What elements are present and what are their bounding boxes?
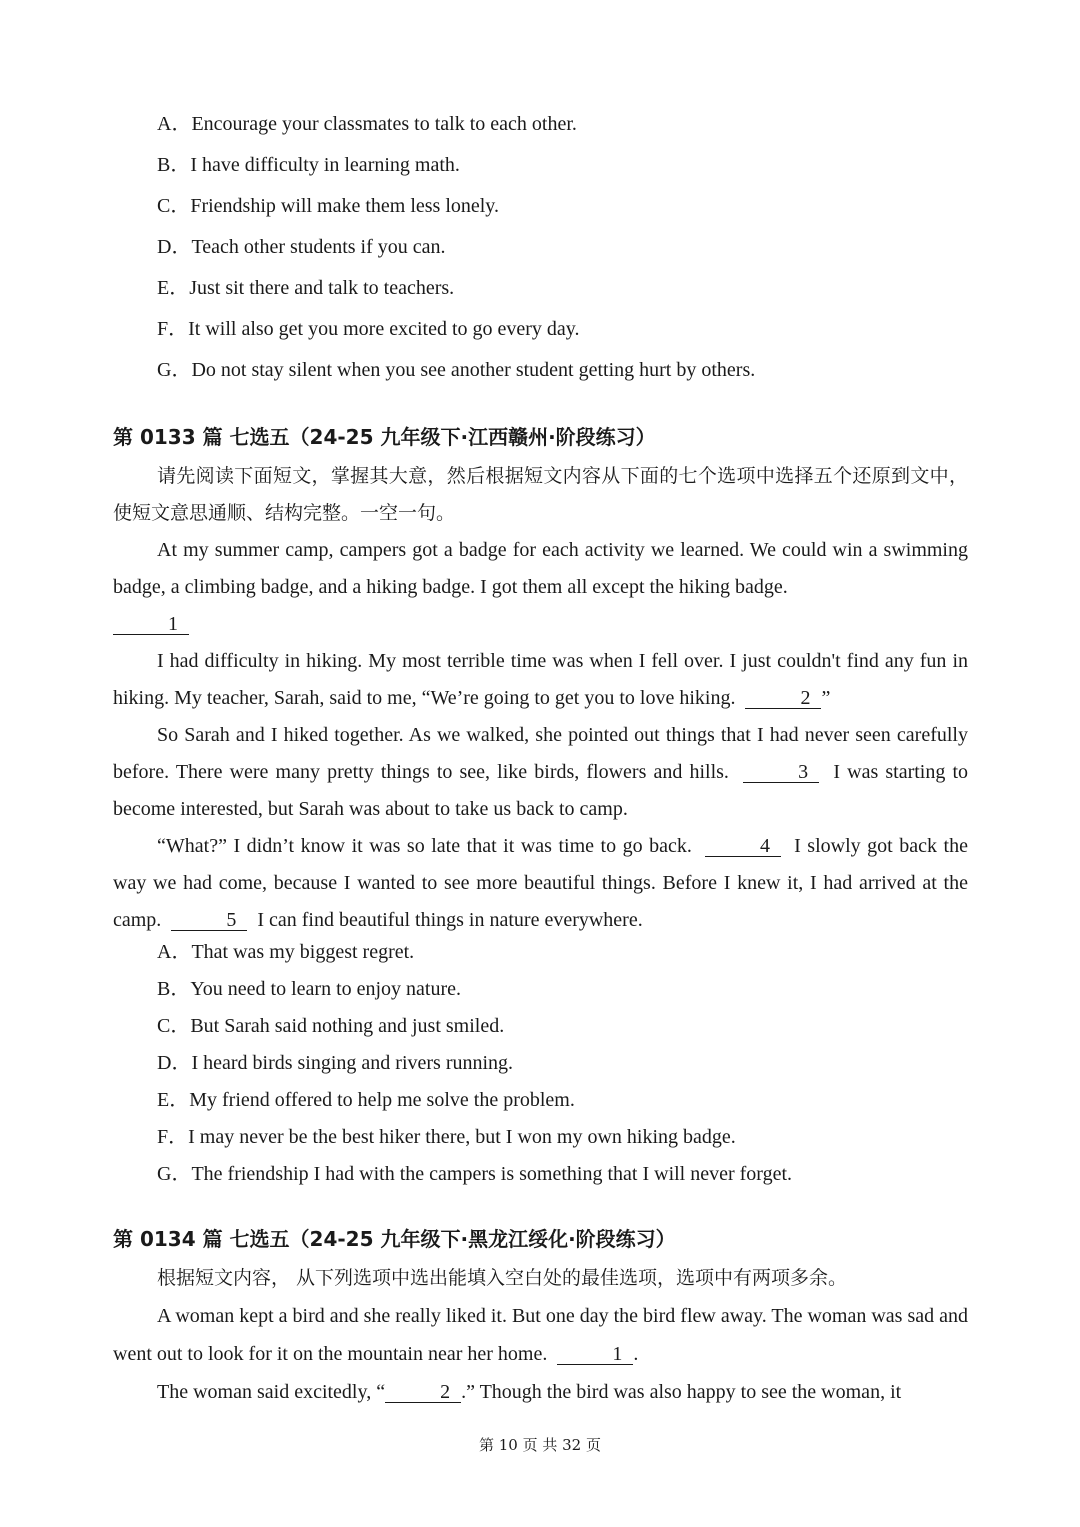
paragraph-text: “What?” I didn’t know it was so late that it was time to go back. [157, 835, 692, 857]
option-label: C． [157, 1015, 191, 1037]
paragraph-text: The woman said excitedly, “ [157, 1381, 386, 1403]
option-text: You need to learn to enjoy nature. [190, 978, 462, 1000]
option-text: It will also get you more excited to go every day. [188, 318, 580, 340]
section-133-paragraph-3 [113, 717, 968, 828]
option-text: That was my biggest regret. [191, 941, 415, 963]
paragraph-text: I slowly got back the way we had come, because I wanted to see more beautiful things. Before I knew it, I had arrived at the camp. [113, 835, 968, 931]
option-text: But Sarah said nothing and just smiled. [190, 1015, 505, 1037]
option-text: Do not stay silent when you see another student getting hurt by others. [191, 359, 756, 381]
option-text: I have difficulty in learning math. [190, 154, 460, 176]
prev-option-c [157, 194, 499, 218]
paragraph-text: ” [821, 687, 831, 709]
paragraph-text: .” Though the bird was also happy to see the woman, it [461, 1381, 902, 1403]
option-label: B． [157, 978, 191, 1000]
prev-option-e [157, 276, 454, 300]
option-label: B． [157, 154, 191, 176]
option-label: G． [157, 359, 192, 381]
paragraph-text: I was starting to become interested, but Sarah was about to take us back to camp. [113, 761, 969, 820]
option-label: F． [157, 1126, 189, 1148]
s133-option-b [157, 977, 461, 1001]
s133-option-c [157, 1014, 504, 1038]
section-133-title: 第 0133 篇 七选五（24-25 九年级下·江西赣州·阶段练习） [113, 425, 656, 449]
section-133-paragraph-2 [113, 643, 968, 717]
option-label: G． [157, 1163, 192, 1185]
option-text: I may never be the best hiker there, but I won my own hiking badge. [188, 1126, 736, 1148]
prev-option-a [157, 112, 577, 136]
option-label: A． [157, 113, 192, 135]
option-text: Encourage your classmates to talk to each other. [191, 113, 577, 135]
prev-option-g [157, 358, 755, 382]
option-label: F． [157, 318, 189, 340]
blank-2: 2 [745, 688, 821, 709]
option-text: Friendship will make them less lonely. [190, 195, 500, 217]
blank-1: 1 [557, 1344, 633, 1365]
option-text: The friendship I had with the campers is something that I will never forget. [191, 1163, 793, 1185]
section-133-passage [113, 458, 968, 939]
option-label: E． [157, 1089, 190, 1111]
option-text: Teach other students if you can. [191, 236, 446, 258]
paragraph-text: So Sarah and I hiked together. As we walked, she pointed out things that I had never seen carefully before. There were many pretty things to see, like birds, flowers and hills. [113, 724, 968, 783]
paragraph-text: I had difficulty in hiking. My most terrible time was when I fell over. I just couldn't find any fun in hiking. My teacher, Sarah, said to me, “We’re going to get you to love hiking. [113, 650, 968, 709]
s133-option-d [157, 1051, 513, 1075]
option-text: My friend offered to help me solve the problem. [189, 1089, 575, 1111]
section-134-title: 第 0134 篇 七选五（24-25 九年级下·黑龙江绥化·阶段练习） [113, 1227, 676, 1251]
section-133-paragraph-1 [113, 532, 968, 643]
blank-4: 4 [705, 836, 781, 857]
section-134-paragraph-1 [113, 1297, 968, 1373]
s133-option-a [157, 940, 414, 964]
option-label: D． [157, 1052, 192, 1074]
option-label: D． [157, 236, 192, 258]
section-133-instruction: 请先阅读下面短文，掌握其大意，然后根据短文内容从下面的七个选项中选择五个还原到文中，使短文意思通顺、结构完整。一空一句。 [113, 465, 968, 524]
blank-3: 3 [743, 762, 819, 783]
blank-1: 1 [113, 614, 189, 635]
blank-5: 5 [171, 910, 247, 931]
section-133-paragraph-4 [113, 828, 968, 939]
option-label: E． [157, 277, 190, 299]
section-134-paragraph-2 [113, 1373, 968, 1411]
s133-option-g [157, 1162, 792, 1186]
option-label: A． [157, 941, 192, 963]
page-footer: 第 10 页 共 32 页 [478, 1436, 601, 1454]
option-text: I heard birds singing and rivers running. [191, 1052, 514, 1074]
paragraph-text: At my summer camp, campers got a badge for each activity we learned. We could win a swimming badge, a climbing badge, and a hiking badge. I got them all except the hiking badge. [113, 539, 968, 598]
option-label: C． [157, 195, 191, 217]
section-134-passage [113, 1259, 968, 1411]
paragraph-text: A woman kept a bird and she really liked it. But one day the bird flew away. The woman was sad and went out to look for it on the mountain near her home. [113, 1305, 968, 1365]
prev-option-b [157, 153, 460, 177]
s133-option-e [157, 1088, 575, 1112]
s133-option-f [157, 1125, 736, 1149]
blank-2: 2 [385, 1382, 461, 1403]
prev-option-d [157, 235, 446, 259]
section-134-instruction: 根据短文内容， 从下列选项中选出能填入空白处的最佳选项，选项中有两项多余。 [157, 1267, 848, 1289]
prev-option-f [157, 317, 580, 341]
option-text: Just sit there and talk to teachers. [189, 277, 455, 299]
paragraph-text: I can find beautiful things in nature everywhere. [257, 909, 643, 931]
paragraph-text: . [633, 1343, 639, 1365]
